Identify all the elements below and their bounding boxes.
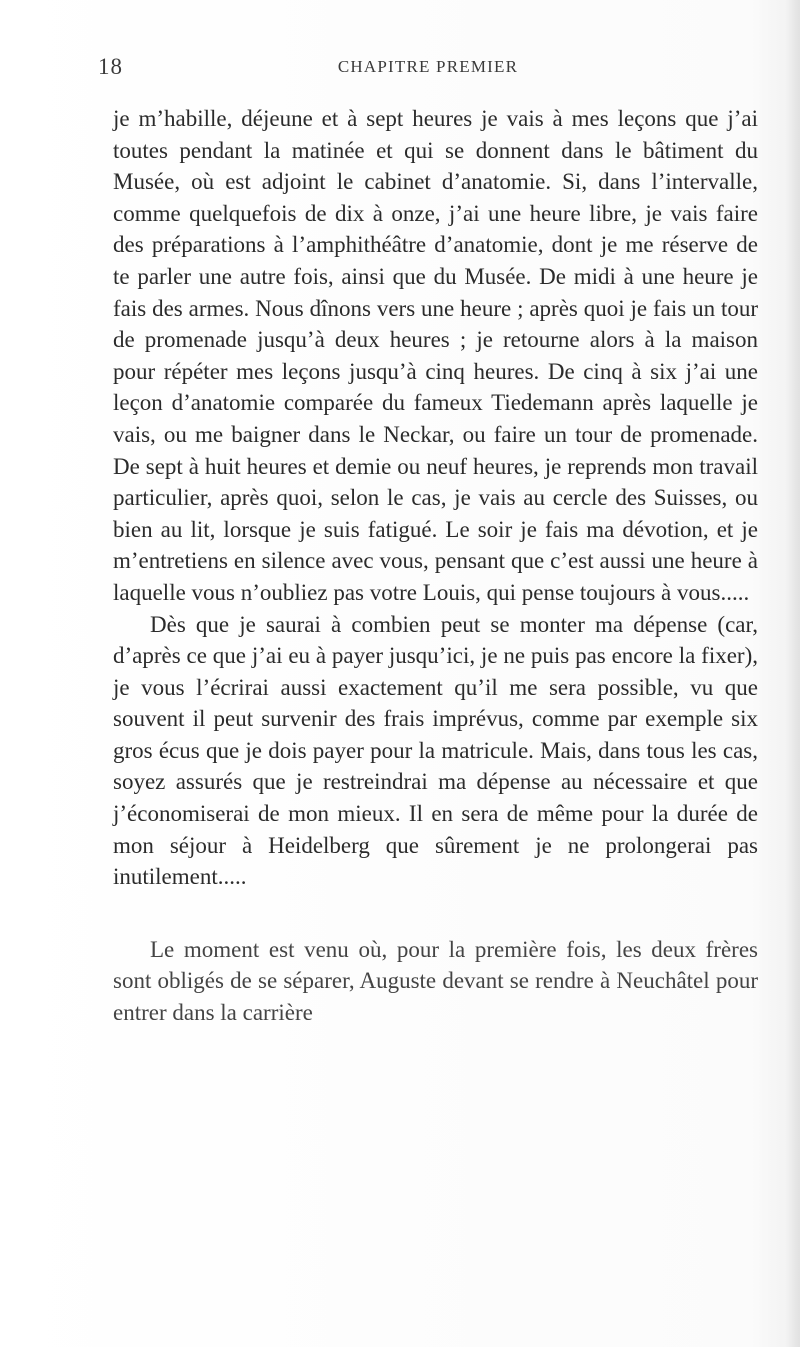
scan-edge-shadow bbox=[786, 0, 800, 1347]
page-header bbox=[98, 54, 758, 84]
running-head: CHAPITRE PREMIER bbox=[337, 57, 519, 76]
paragraph-3: Le moment est venu où, pour la première fois, les deux frères sont obligés de se séparer, Auguste devant se rendre à Neuchâtel pour entrer dans la carrière bbox=[113, 936, 758, 1026]
body-text bbox=[113, 103, 758, 1029]
page-number: 18 bbox=[98, 54, 123, 79]
paragraph-1: je m’habille, déjeune et à sept heures je vais à mes leçons que j’ai toutes pendant la matinée et qui se donnent dans le bâtiment du Musée, où est adjoint le cabinet d’anatomie. Si, dans l’intervalle, comme quelquefois de dix à onze, j’ai une heure libre, je vais faire des préparations à l’amphithéâtre d’anatomie, dont je me réserve de te parler une autre fois, ainsi que du Musée. De midi à une heure je fais des armes. Nous dînons vers une heure ; après quoi je fais un tour de promenade jusqu’à deux heures ; je retourne alors à la maison pour répéter mes leçons jusqu’à cinq heures. De cinq à six j’ai une leçon d’anatomie comparée du fameux Tiedemann après laquelle je vais, ou me baigner dans le Neckar, ou faire un tour de promenade. De sept à huit heures et demie ou neuf heures, je reprends mon travail particulier, après quoi, selon le cas, je vais au cercle des Suisses, ou bien au lit, lorsque je suis fatigué. Le soir je fais ma dévotion, et je m’entretiens en silence avec vous, pensant que c’est aussi une heure à laquelle vous n’oubliez pas votre Louis, qui pense toujours à vous..... bbox=[113, 106, 758, 605]
paragraph-2: Dès que je saurai à combien peut se monter ma dépense (car, d’après ce que j’ai eu à payer jusqu’ici, je ne puis pas encore la fixer), je vous l’écrirai aussi exactement qu’il me sera possible, vu que souvent il peut survenir des frais imprévus, comme par exemple six gros écus que je dois payer pour la matricule. Mais, dans tous les cas, soyez assurés que je restreindrai ma dépense au nécessaire et que j’économiserai de mon mieux. Il en sera de même pour la durée de mon séjour à Heidelberg que sûrement je ne prolongerai pas inutilement..... bbox=[113, 611, 758, 890]
